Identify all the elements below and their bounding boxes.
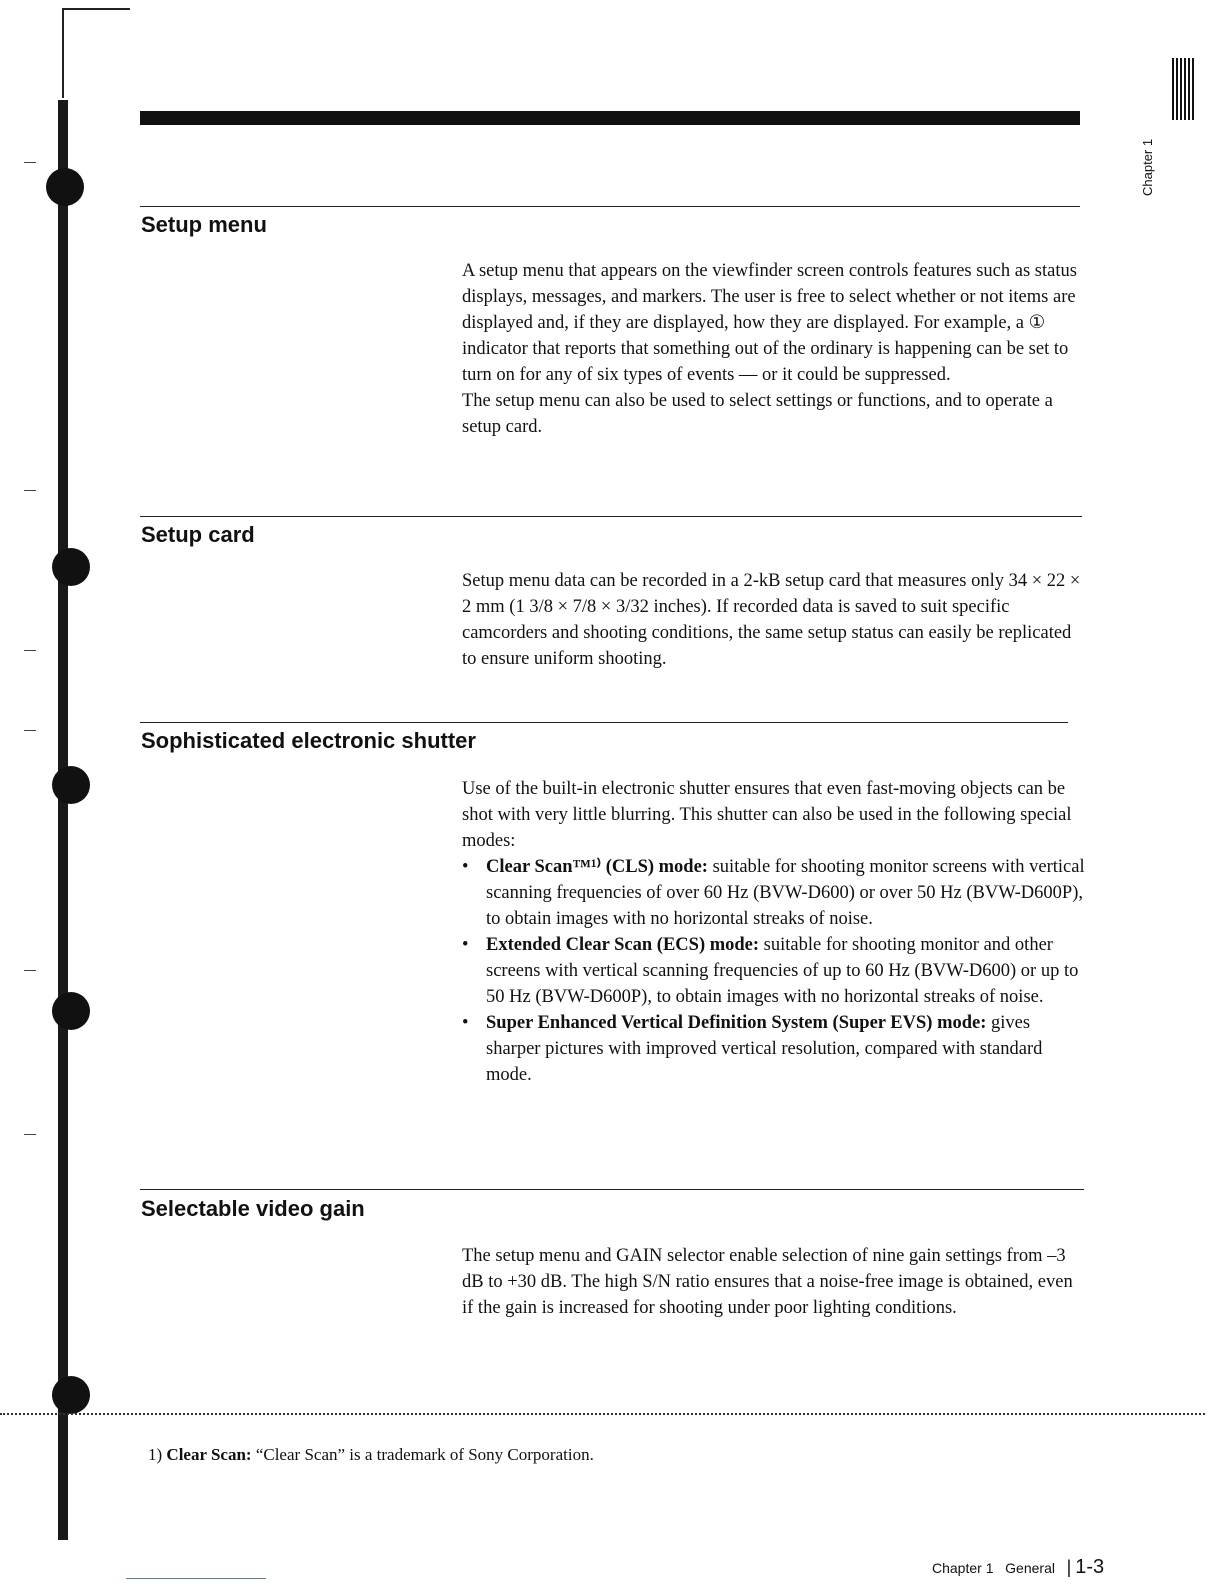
bullet-icon: • (462, 857, 469, 877)
bullet-term: Extended Clear Scan (ECS) mode: (486, 935, 760, 955)
section-heading-electronic-shutter: Sophisticated electronic shutter (141, 728, 476, 753)
bullet-term: Clear Scan™¹⁾ (CLS) mode: (486, 857, 708, 877)
section-body-setup-menu (462, 258, 1087, 440)
paragraph: A setup menu that appears on the viewfinder screen controls features such as status displays, messages, and markers. The user is free to select whether or not items are displayed and, if they are displayed, how they are displayed. For example, a ① indicator that reports that something out of the ordinary is happening can be set to turn on for any of six types of events — or it could be suppressed. (462, 261, 1077, 385)
punch-hole (52, 1376, 90, 1414)
header-bar (140, 111, 1080, 125)
paragraph: Setup menu data can be recorded in a 2-kB setup card that measures only 34 × 22 × 2 mm (1 3/8 × 7/8 × 3/32 inches). If recorded data is saved to suit specific camcorders and shooting conditions, the same setup status can easily be replicated to ensure uniform shooting. (462, 571, 1081, 669)
section-body-electronic-shutter (462, 776, 1087, 1088)
bullet-icon: • (462, 935, 469, 955)
bullet-item (462, 1010, 1087, 1088)
section-rule (140, 722, 1068, 723)
section-rule (140, 516, 1082, 517)
paragraph: Use of the built-in electronic shutter ensures that even fast-moving objects can be shot with very little blurring. This shutter can also be used in the following special modes: (462, 779, 1072, 851)
bullet-item (462, 854, 1087, 932)
punch-hole (52, 548, 90, 586)
punch-hole (52, 992, 90, 1030)
bullet-text: gives sharper pictures with improved vertical resolution, compared with standard mode. (486, 1013, 1043, 1085)
footnote-term: Clear Scan: (166, 1445, 252, 1464)
scan-corner-mark (62, 8, 64, 98)
margin-tick (24, 1134, 36, 1135)
section-heading-setup-menu: Setup menu (141, 212, 267, 237)
footnote (148, 1444, 618, 1466)
margin-tick (24, 162, 36, 163)
barcode-mark (1172, 58, 1196, 120)
binding-edge (58, 100, 68, 1540)
section-heading-setup-card: Setup card (141, 522, 255, 547)
margin-tick (24, 650, 36, 651)
footer-title: General (1005, 1560, 1055, 1576)
scan-corner-mark-horizontal (62, 8, 130, 10)
section-body-video-gain (462, 1243, 1087, 1321)
footnote-marker: 1) (148, 1445, 163, 1464)
bullet-text: suitable for shooting monitor and other screens with vertical scanning frequencies of up to 60 Hz (BVW-D600) or up to 50 Hz (BVW-D600P), to obtain images with no horizontal streaks of noise. (486, 935, 1079, 1007)
bullet-text: suitable for shooting monitor screens with vertical scanning frequencies of over 60 Hz (BVW-D600) or over 50 Hz (BVW-D600P), to obtain images with no horizontal streaks of noise. (486, 857, 1085, 929)
page-number: 1-3 (1075, 1556, 1105, 1578)
bullet-item (462, 932, 1087, 1010)
section-rule (140, 1189, 1084, 1190)
bullet-icon: • (462, 1013, 469, 1033)
bullet-term: Super Enhanced Vertical Definition System (Super EVS) mode: (486, 1013, 987, 1033)
footnote-separator (0, 1413, 1205, 1415)
margin-tick (24, 730, 36, 731)
chapter-side-label: Chapter 1 (1140, 138, 1155, 196)
margin-tick (24, 970, 36, 971)
scan-edge-line (126, 1578, 266, 1579)
section-rule (140, 206, 1080, 207)
page-footer: Chapter 1 General | 1-3 (932, 1556, 1105, 1578)
section-body-setup-card (462, 568, 1087, 672)
punch-hole (46, 168, 84, 206)
paragraph: The setup menu can also be used to select settings or functions, and to operate a setup card. (462, 391, 1053, 437)
footer-chapter: Chapter 1 (932, 1560, 994, 1576)
section-heading-video-gain: Selectable video gain (141, 1196, 365, 1221)
paragraph: The setup menu and GAIN selector enable selection of nine gain settings from –3 dB to +30 dB. The high S/N ratio ensures that a noise-free image is obtained, even if the gain is increased for shooting under poor lighting conditions. (462, 1246, 1073, 1318)
punch-hole (52, 766, 90, 804)
footnote-text: “Clear Scan” is a trademark of Sony Corporation. (255, 1445, 594, 1464)
margin-tick (24, 490, 36, 491)
